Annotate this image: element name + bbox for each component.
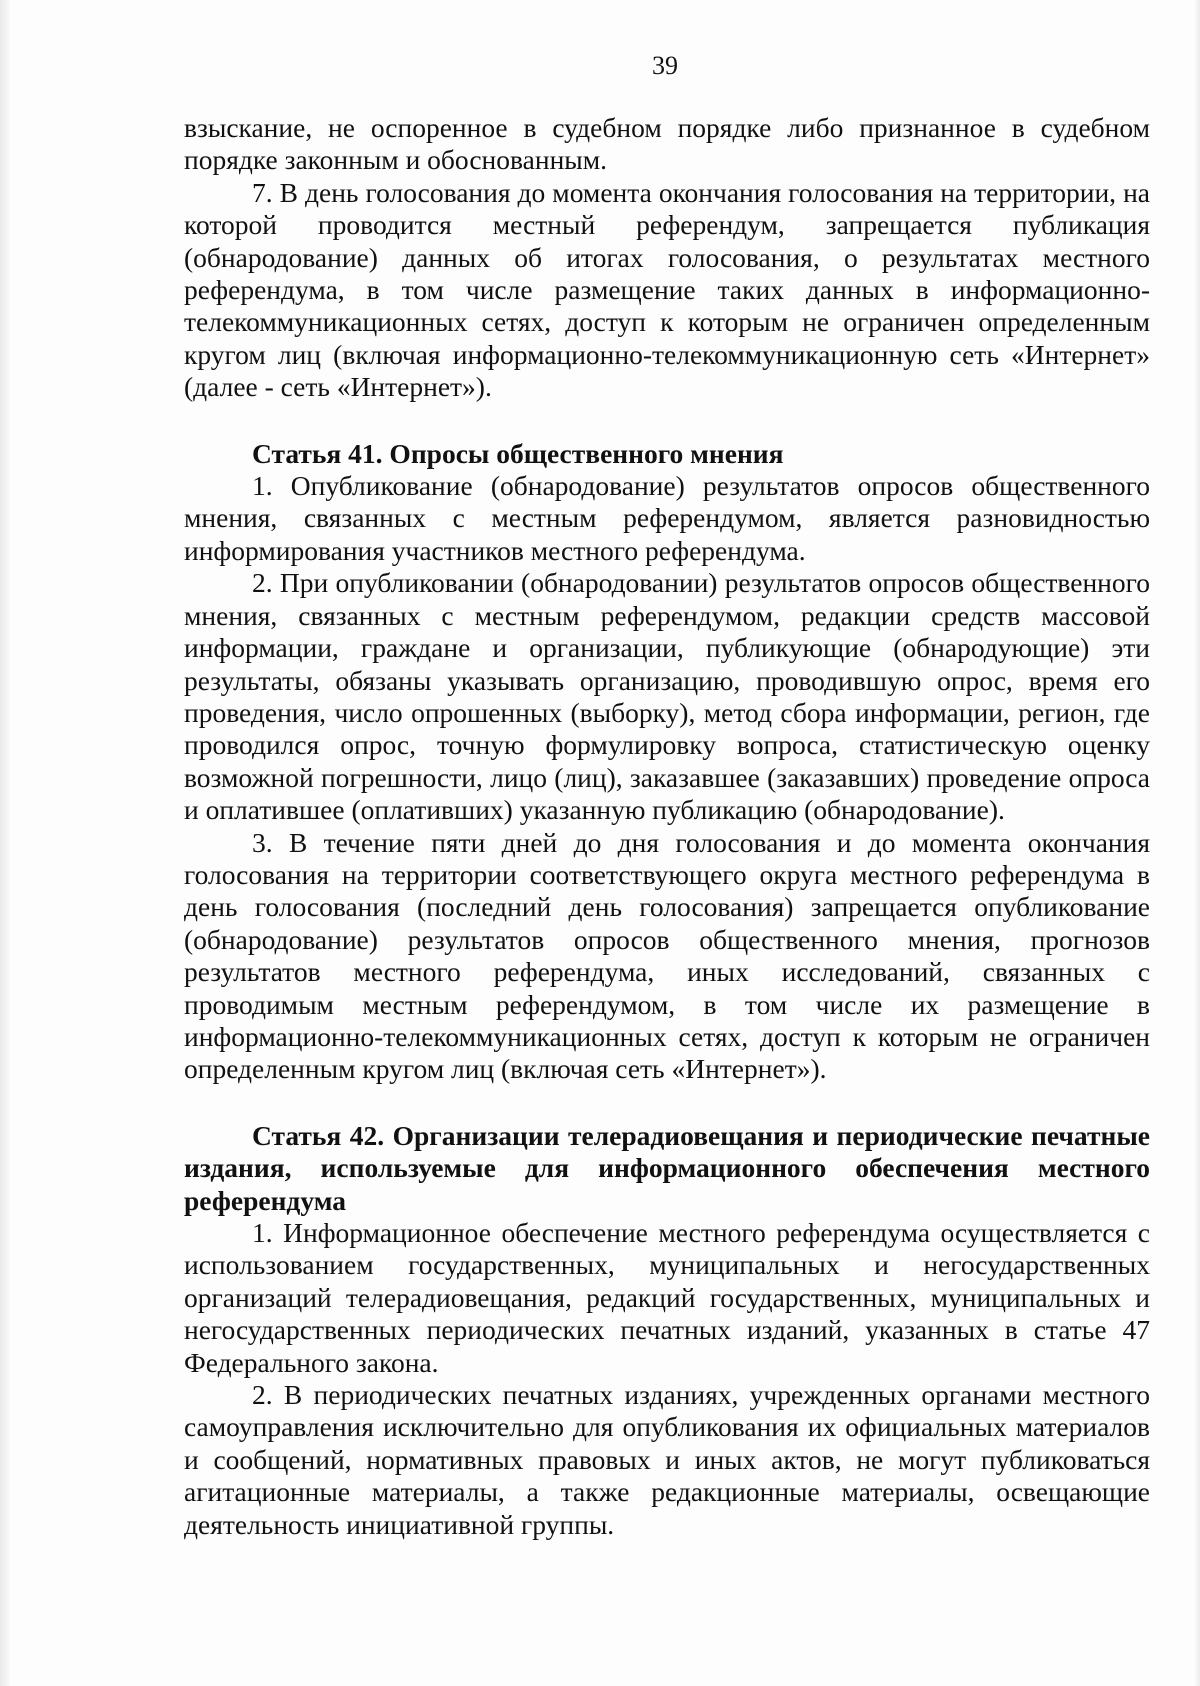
scan-right-edge (1194, 0, 1200, 1686)
page-number: 39 (652, 51, 678, 80)
section-gap (184, 404, 1150, 438)
article-41-heading: Статья 41. Опросы общественного мнения (252, 437, 784, 469)
scan-left-edge (0, 0, 10, 1686)
article-42-item-1: 1. Информационное обеспечение местного референдума осуществляется с использованием государственных, муниципальных и негосударственных организаций телерадиовещания, редакций государственных, муниципальных и негосударственных периодических печатных изданий, указанных в статье 47 Федерального закона. (184, 1217, 1150, 1378)
article-42-item-2: 2. В периодических печатных изданиях, учрежденных органами местного самоуправления исключительно для опубликования их официальных материалов и сообщений, нормативных правовых и иных актов, не могут публиковаться агитационные материалы, а также редакционные материалы, освещающие деятельность инициативной группы. (184, 1379, 1150, 1540)
article-41-item-1: 1. Опубликование (обнародование) результатов опросов общественного мнения, связанных с местным референдумом, является разновидностью информирования участников местного референдума. (184, 470, 1150, 566)
article-41-item-3: 3. В течение пяти дней до дня голосования и до момента окончания голосования на территории соответствующего округа местного референдума в день голосования (последний день голосования) запрещается опубликование (обнародование) результатов опросов общественного мнения, прогнозов результатов местного референдума, иных исследований, связанных с проводимым местным референдумом, в том числе их размещение в информационно-телекоммуникационных сетях, доступ к которым не ограничен определенным кругом лиц (включая сеть «Интернет»). (184, 826, 1150, 1085)
paragraph-item-7: 7. В день голосования до момента окончания голосования на территории, на которой проводится местный референдум, запрещается публикация (обнародование) данных об итогах голосования, о результатах местного референдума, в том числе размещение таких данных в информационно-телекоммуникационных сетях, доступ к которым не ограничен определенным кругом лиц (включая информационно-телекоммуникационную сеть «Интернет» (далее - сеть «Интернет»). (184, 176, 1150, 403)
article-41-item-2: 2. При опубликовании (обнародовании) результатов опросов общественного мнения, связанных с местным референдумом, редакции средств массовой информации, граждане и организации, публикующие (обнародующие) эти результаты, обязаны указывать организацию, проводившую опрос, время его проведения, число опрошенных (выборку), метод сбора информации, регион, где проводился опрос, точную формулировку вопроса, статистическую оценку возможной погрешности, лицо (лиц), заказавшее (заказавших) проведение опроса и оплатившее (оплативших) указанную публикацию (обнародование). (184, 567, 1150, 826)
article-42-heading: Статья 42. Организации телерадиовещания и периодические печатные издания, используемые для информационного обеспечения местного референдума (184, 1119, 1150, 1216)
document-body (184, 112, 1150, 1541)
section-gap (184, 1086, 1150, 1120)
paragraph-continuation: взыскание, не оспоренное в судебном порядке либо признанное в судебном порядке законным и обоснованным. (184, 112, 1150, 176)
